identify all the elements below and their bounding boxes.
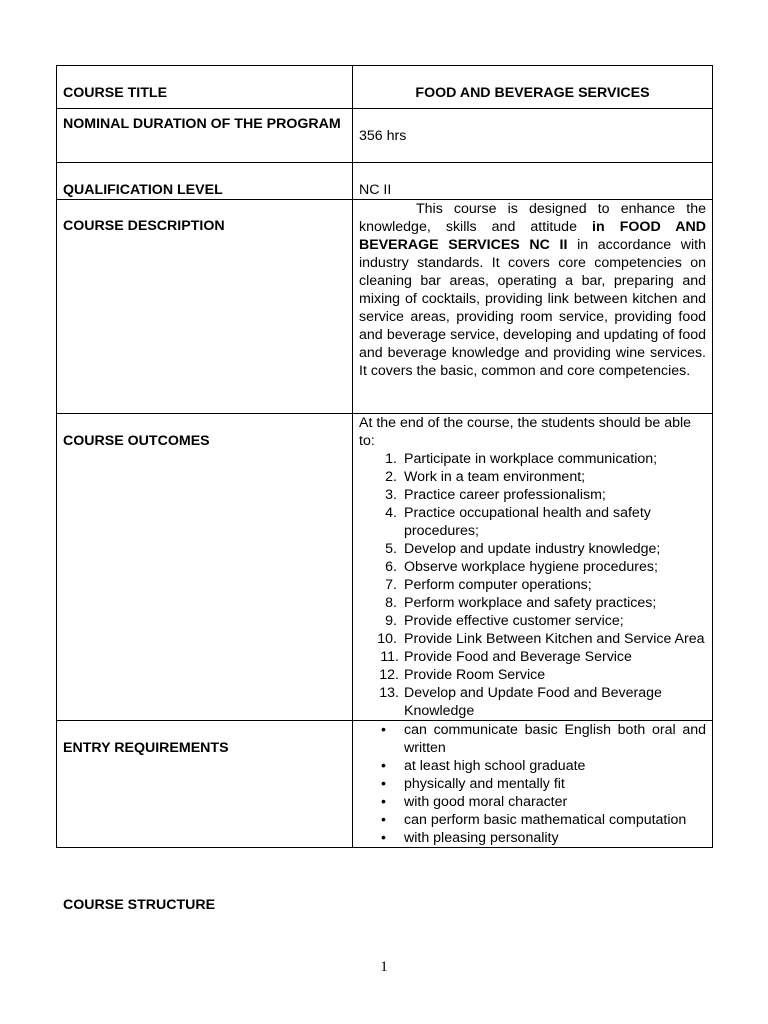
entry-item: • can perform basic mathematical computation [381, 812, 687, 828]
outcome-item: 8. Perform workplace and safety practices; [385, 595, 657, 611]
qualification-label: QUALIFICATION LEVEL [57, 163, 353, 200]
entry-list [359, 721, 706, 847]
bullet-icon: • [381, 794, 386, 810]
entry-cell [353, 721, 713, 848]
description-label: COURSE DESCRIPTION [57, 200, 353, 414]
description-bold-text: in FOOD AND BEVERAGE SERVICES NC II [359, 219, 707, 253]
outcome-item: 7. Perform computer operations; [385, 577, 592, 593]
outcome-item: 1. Participate in workplace communication; [385, 451, 658, 467]
outcome-item: 6. Observe workplace hygiene procedures; [385, 559, 658, 575]
outcome-item: 12. Provide Room Service [379, 667, 546, 683]
row-description [57, 200, 713, 414]
outcome-item: 11. Provide Food and Beverage Service [380, 649, 632, 665]
outcome-item: 5. Develop and update industry knowledge; [385, 541, 661, 557]
row-qualification [57, 163, 713, 200]
outcomes-intro: At the end of the course, the students should be able to: [359, 415, 692, 449]
bullet-icon: • [381, 830, 386, 846]
outcomes-cell [353, 414, 713, 721]
duration-value: 356 hrs [353, 109, 713, 163]
row-outcomes [57, 414, 713, 721]
bullet-icon: • [381, 722, 386, 738]
row-course-title [57, 66, 713, 109]
course-title-value: FOOD AND BEVERAGE SERVICES [353, 66, 713, 109]
entry-item: • with pleasing personality [381, 830, 559, 846]
entry-label: ENTRY REQUIREMENTS [57, 721, 353, 848]
outcome-item: 2. Work in a team environment; [385, 469, 586, 485]
row-entry [57, 721, 713, 848]
bullet-icon: • [381, 812, 386, 828]
entry-item: • with good moral character [381, 794, 568, 810]
entry-item: • physically and mentally fit [381, 776, 565, 792]
course-info-table [56, 65, 713, 848]
entry-item: • at least high school graduate [381, 758, 586, 774]
outcome-item: 9. Provide effective customer service; [385, 613, 624, 629]
outcome-item: 4. Practice occupational health and safety procedures; [385, 505, 651, 539]
outcomes-list [359, 450, 706, 720]
outcome-item: 3. Practice career professionalism; [385, 487, 606, 503]
course-title-label: COURSE TITLE [57, 66, 353, 109]
bullet-icon: • [381, 758, 386, 774]
duration-label: NOMINAL DURATION OF THE PROGRAM [57, 109, 353, 163]
bullet-icon: • [381, 776, 386, 792]
outcome-item: 10. Provide Link Between Kitchen and Service Area [377, 631, 705, 647]
section-title: COURSE STRUCTURE [63, 897, 216, 913]
page-number: 1 [380, 959, 388, 975]
outcomes-label: COURSE OUTCOMES [57, 414, 353, 721]
row-duration [57, 109, 713, 163]
qualification-value: NC II [353, 163, 713, 200]
description-text: This course is designed to enhance the knowledge, skills and attitude in FOOD AND BEVERAGE SERVICES NC II in accordance with industry standards. It covers core competencies on cleaning bar areas, operating a bar, preparing and mixing of cocktails, providing link between kitchen and service areas, providing room service, providing food and beverage service, developing and updating of food and beverage knowledge and providing wine services. It covers the basic, common and core competencies. [353, 200, 713, 414]
outcome-item: 13. Develop and Update Food and Beverage Knowledge [379, 685, 662, 719]
entry-item: • can communicate basic English both oral and written [381, 722, 706, 756]
